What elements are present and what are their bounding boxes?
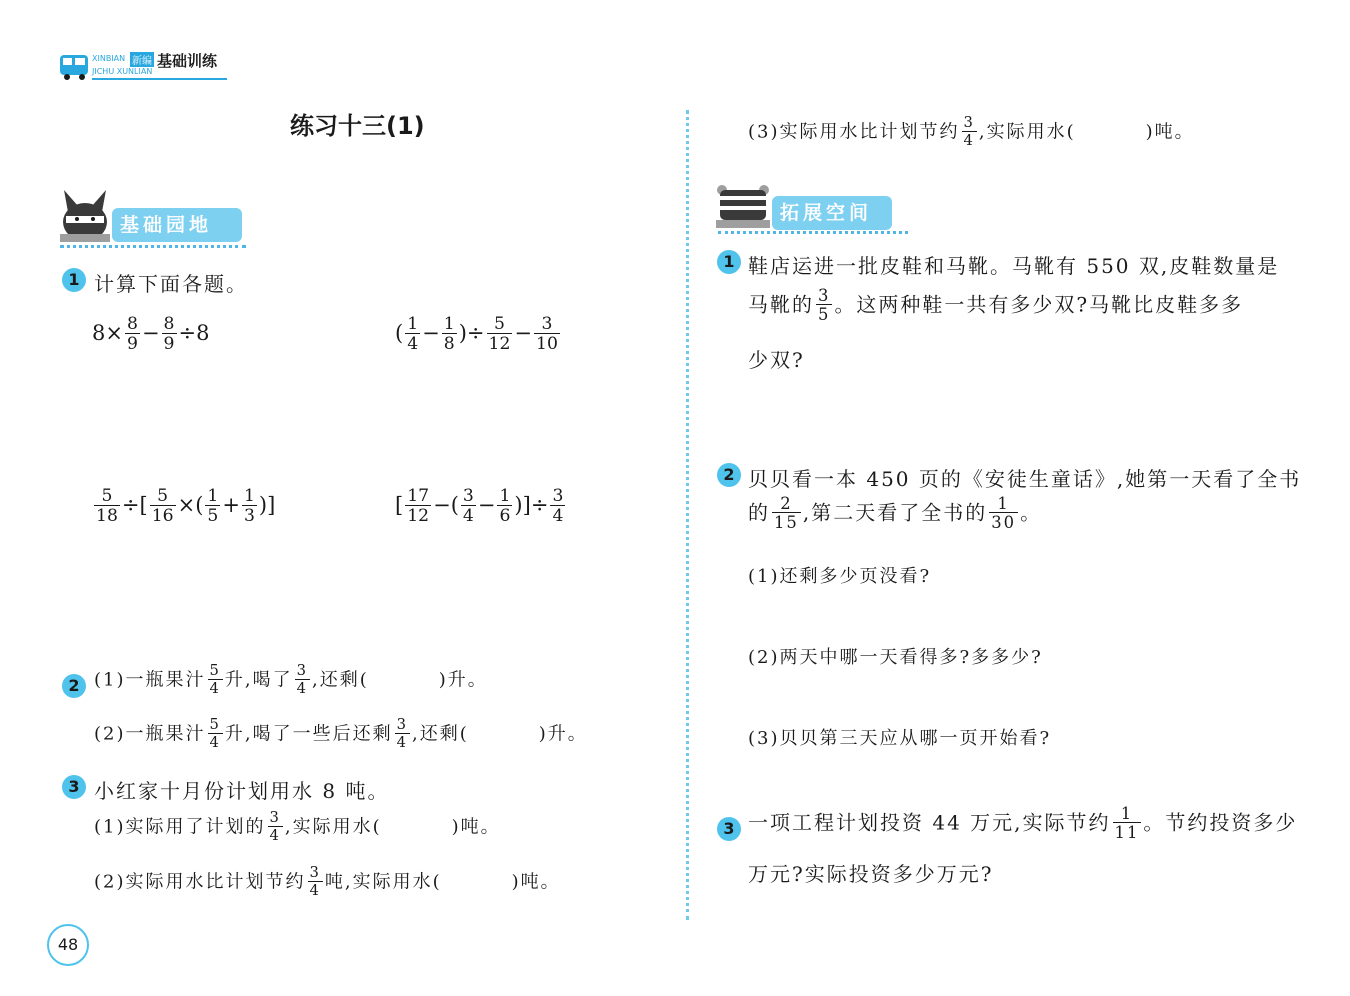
- page-divider: [686, 110, 689, 920]
- op: −: [422, 321, 440, 346]
- question-number: 3: [62, 775, 86, 799]
- bracket: ]: [522, 493, 531, 518]
- q3-part-1: (1)实际用了计划的 $\frac{3}{4}$ ,实际用水( )吨。: [94, 809, 501, 844]
- bus-icon: [58, 52, 90, 82]
- expression-1: [92, 316, 209, 353]
- subquestion: (3)贝贝第三天应从哪一页开始看?: [748, 728, 1052, 749]
- fraction: $\frac{3}{5}$: [818, 286, 831, 325]
- paren: ): [514, 493, 523, 518]
- fraction: $\frac{1}{3}$: [243, 486, 255, 527]
- q2-part-2: (2)一瓶果汁 $\frac{5}{4}$ 升,喝了一些后还剩 $\frac{3}{4}$ ,还剩( )升。: [94, 716, 588, 751]
- fraction: $\frac{17}{12}$: [407, 486, 430, 527]
- fraction: $\frac{1}{5}$: [207, 486, 219, 527]
- brand-logo: [58, 52, 233, 84]
- op: −: [141, 321, 160, 346]
- op: +: [222, 493, 240, 518]
- op: ÷: [178, 321, 197, 346]
- fraction: $\frac{3}{10}$: [536, 314, 558, 355]
- question-text: 计算下面各题。: [94, 272, 248, 296]
- fraction: $\frac{3}{4}$: [552, 486, 564, 527]
- subquestion: (2)两天中哪一天看得多?多多少?: [748, 647, 1043, 668]
- bracket: [: [395, 493, 404, 518]
- rabbit-mascot-icon: [60, 190, 110, 242]
- paren: (: [395, 321, 404, 346]
- q3-part-2: (2)实际用水比计划节约 $\frac{3}{4}$ 吨,实际用水( )吨。: [94, 864, 561, 899]
- question-line: 贝贝看一本 450 页的《安徒生童话》,她第一天看了全书: [748, 467, 1302, 491]
- subquestion: (1)还剩多少页没看?: [748, 566, 932, 587]
- op: ×: [177, 493, 196, 518]
- question-number: 3: [717, 817, 741, 841]
- fraction: $\frac{3}{4}$: [963, 114, 975, 149]
- op: −: [433, 493, 451, 518]
- bracket: ]: [267, 493, 276, 518]
- brand-title: 基础训练: [157, 52, 218, 70]
- question-number: 2: [717, 463, 741, 487]
- right-top-part-3: (3)实际用水比计划节约 $\frac{3}{4}$ ,实际用水( )吨。: [748, 114, 1195, 149]
- paren: (: [450, 493, 459, 518]
- fraction: $\frac{5}{4}$: [209, 716, 221, 751]
- num: 8: [92, 321, 106, 346]
- fraction: $\frac{1}{11}$: [1114, 804, 1140, 843]
- brand-pinyin-top: XINBIAN: [92, 54, 126, 63]
- brand-tag: 新编: [130, 52, 154, 67]
- robot-mascot-icon: [716, 184, 770, 228]
- op: −: [514, 321, 533, 346]
- fraction: $\frac{5}{4}$: [209, 662, 221, 697]
- fraction: $\frac{3}{4}$: [396, 716, 409, 751]
- paren: ): [258, 493, 268, 518]
- op: ÷: [121, 493, 140, 518]
- question-line: 的 $\frac{2}{15}$ ,第二天看了全书的 $\frac{1}{30}$ 。: [748, 494, 1043, 533]
- page-title: 练习十三(1): [290, 112, 425, 140]
- fraction: $\frac{8}{9}$: [163, 314, 175, 355]
- section-basic-label: 基础园地: [112, 208, 242, 242]
- fraction: $\frac{2}{15}$: [774, 494, 799, 533]
- question-line: 马靴的 $\frac{3}{5}$ 。这两种鞋一共有多少双?马靴比皮鞋多多: [748, 286, 1244, 325]
- op: ×: [105, 321, 123, 346]
- paren: (: [195, 493, 204, 518]
- question-number: 1: [717, 250, 741, 274]
- fraction: $\frac{5}{12}$: [488, 314, 511, 355]
- num: 8: [196, 321, 210, 346]
- fraction: $\frac{5}{16}$: [151, 486, 174, 527]
- question-line: 一项工程计划投资 44 万元,实际节约 $\frac{1}{11}$ 。节约投资多少: [748, 804, 1298, 843]
- fraction: $\frac{3}{4}$: [296, 662, 309, 697]
- fraction: $\frac{1}{6}$: [499, 486, 511, 527]
- expression-3: [92, 488, 275, 525]
- fraction: $\frac{1}{30}$: [991, 494, 1017, 533]
- fraction: $\frac{3}{4}$: [309, 864, 321, 899]
- question-number: 2: [62, 674, 86, 698]
- fraction: $\frac{3}{4}$: [462, 486, 474, 527]
- op: ÷: [530, 493, 549, 518]
- question-number: 1: [62, 268, 86, 292]
- question-line: 万元?实际投资多少万元?: [748, 862, 994, 886]
- fraction: $\frac{8}{9}$: [126, 314, 138, 355]
- bracket: [: [139, 493, 148, 518]
- fraction: $\frac{1}{8}$: [443, 314, 455, 355]
- brand-underline: [92, 78, 227, 80]
- page-number: 48: [47, 924, 89, 966]
- question-text: 小红家十月份计划用水 8 吨。: [94, 779, 390, 803]
- expression-2: [395, 316, 562, 353]
- fraction: $\frac{1}{4}$: [407, 314, 419, 355]
- brand-pinyin-bottom: JICHU XUNLIAN: [92, 67, 153, 76]
- section-basic-line: [60, 245, 246, 248]
- expression-4: [395, 488, 567, 525]
- op: ÷: [466, 321, 485, 346]
- fraction: $\frac{3}{4}$: [269, 809, 281, 844]
- paren: ): [458, 321, 467, 346]
- section-extend-line: [718, 231, 908, 234]
- fraction: $\frac{5}{18}$: [96, 486, 118, 527]
- q2-part-1: (1)一瓶果汁 $\frac{5}{4}$ 升,喝了 $\frac{3}{4}$ ,还剩( )升。: [94, 662, 488, 697]
- question-line: 鞋店运进一批皮鞋和马靴。马靴有 550 双,皮鞋数量是: [748, 254, 1280, 278]
- op: −: [477, 493, 496, 518]
- section-extend-label: 拓展空间: [772, 196, 892, 230]
- question-line: 少双?: [748, 348, 805, 372]
